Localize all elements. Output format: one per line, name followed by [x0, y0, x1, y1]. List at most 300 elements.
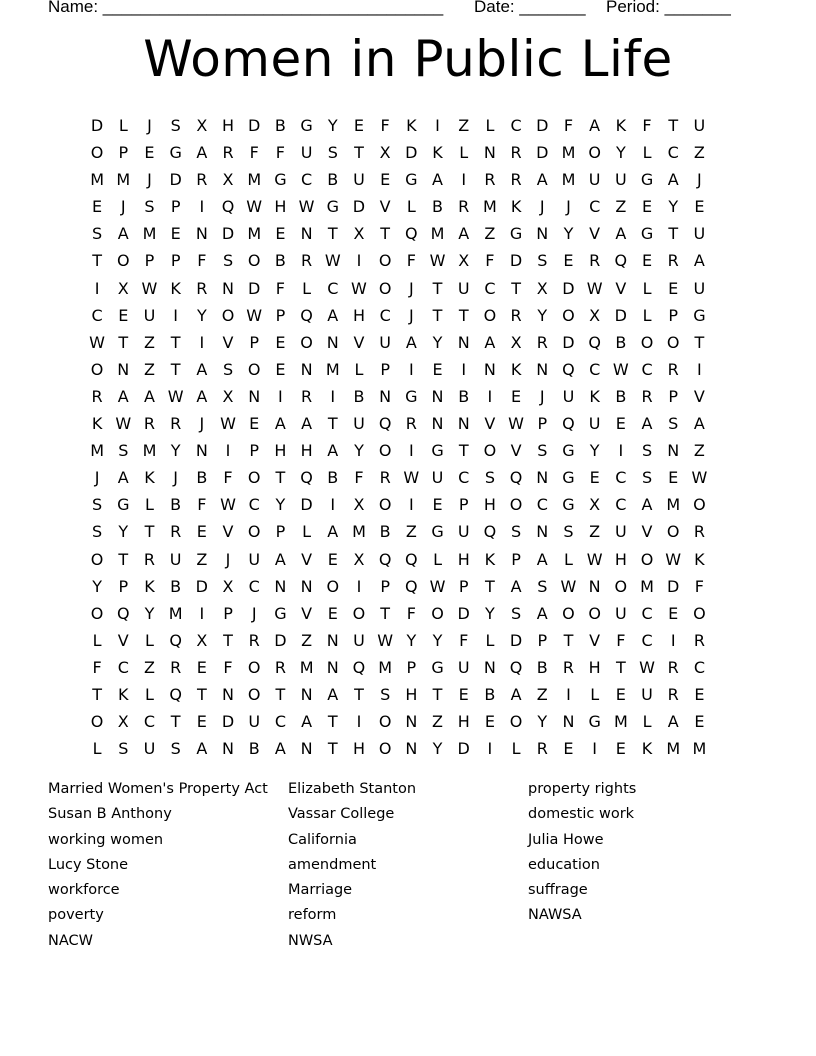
grid-letter: E — [615, 414, 626, 434]
grid-row — [84, 518, 713, 545]
grid-letter: M — [430, 224, 445, 244]
grid-letter: Q — [405, 224, 418, 244]
grid-letter: X — [353, 549, 365, 569]
grid-letter: X — [536, 278, 548, 298]
grid-letter: X — [510, 332, 522, 352]
grid-letter: K — [510, 197, 522, 217]
grid-letter: T — [380, 603, 391, 623]
grid-letter: T — [327, 224, 338, 244]
grid-letter: H — [483, 495, 496, 515]
grid-letter: E — [196, 712, 207, 732]
grid-letter: E — [615, 739, 626, 759]
grid-letter: Q — [483, 522, 497, 542]
grid-letter: T — [432, 305, 443, 325]
grid-letter: Z — [615, 197, 627, 217]
grid-row — [84, 627, 713, 654]
word-bank-item: Julia Howe — [528, 831, 604, 848]
grid-letter: Y — [537, 712, 548, 732]
grid-letter: N — [536, 468, 549, 488]
grid-letter: A — [667, 712, 679, 732]
grid-letter: D — [457, 739, 470, 759]
grid-letter: Z — [301, 630, 313, 650]
grid-letter: E — [275, 359, 286, 379]
grid-letter: D — [562, 278, 575, 298]
grid-letter: M — [142, 224, 157, 244]
grid-letter: E — [196, 657, 207, 677]
grid-letter: Y — [432, 630, 443, 650]
grid-letter: M — [561, 170, 576, 190]
grid-letter: I — [199, 332, 205, 352]
grid-letter: J — [539, 197, 545, 217]
grid-letter: K — [694, 549, 705, 569]
grid-letter: L — [145, 630, 154, 650]
grid-letter: E — [615, 684, 626, 704]
grid-letter: H — [300, 441, 313, 461]
grid-letter: X — [353, 224, 365, 244]
grid-letter: C — [536, 495, 548, 515]
grid-letter: R — [222, 143, 234, 163]
grid-letter: I — [461, 170, 467, 190]
grid-letter: W — [508, 414, 524, 434]
grid-letter: E — [668, 278, 679, 298]
grid-row — [84, 329, 713, 356]
grid-letter: J — [408, 305, 414, 325]
grid-letter: J — [225, 549, 231, 569]
grid-letter: Z — [143, 359, 155, 379]
grid-letter: E — [196, 522, 207, 542]
grid-letter: A — [117, 386, 129, 406]
grid-letter: B — [170, 576, 182, 596]
grid-letter: T — [118, 332, 129, 352]
grid-letter: C — [589, 197, 601, 217]
grid-letter: Z — [405, 522, 417, 542]
grid-letter: K — [170, 278, 181, 298]
grid-letter: S — [222, 251, 234, 271]
grid-letter: C — [641, 359, 653, 379]
grid-letter: V — [589, 630, 601, 650]
period-field-label: Period: _______ — [606, 0, 731, 16]
grid-letter: X — [222, 170, 234, 190]
grid-letter: S — [641, 468, 653, 488]
grid-letter: N — [326, 657, 339, 677]
grid-letter: N — [222, 684, 235, 704]
grid-letter: Q — [300, 468, 313, 488]
grid-letter: T — [694, 332, 705, 352]
grid-letter: T — [223, 630, 233, 650]
page-title: Women in Public Life — [143, 30, 673, 88]
grid-letter: F — [459, 630, 469, 650]
grid-letter: I — [173, 305, 179, 325]
grid-letter: I — [592, 739, 598, 759]
grid-letter: E — [118, 305, 129, 325]
grid-letter: C — [91, 305, 103, 325]
grid-row — [84, 546, 713, 573]
grid-letter: O — [666, 522, 680, 542]
grid-letter: X — [222, 386, 234, 406]
grid-letter: F — [197, 495, 207, 515]
grid-letter: G — [588, 712, 601, 732]
grid-letter: F — [275, 143, 285, 163]
grid-letter: G — [274, 603, 287, 623]
grid-letter: E — [589, 468, 600, 488]
grid-letter: D — [509, 630, 523, 650]
grid-letter: H — [274, 197, 287, 217]
grid-letter: C — [693, 657, 705, 677]
grid-letter: O — [693, 495, 706, 515]
grid-letter: S — [380, 684, 391, 704]
grid-letter: L — [92, 739, 102, 759]
grid-letter: F — [694, 576, 704, 596]
grid-letter: O — [247, 522, 261, 542]
grid-letter: Q — [509, 468, 523, 488]
grid-letter: I — [408, 441, 414, 461]
grid-letter: W — [89, 332, 105, 352]
grid-letter: O — [378, 739, 392, 759]
grid-letter: R — [693, 522, 705, 542]
grid-letter: C — [274, 712, 286, 732]
grid-letter: V — [222, 332, 234, 352]
grid-letter: K — [432, 143, 443, 163]
grid-letter: O — [509, 495, 523, 515]
grid-letter: M — [483, 197, 497, 217]
grid-letter: M — [325, 359, 340, 379]
grid-letter: P — [668, 305, 679, 325]
date-field-label: Date: _______ — [474, 0, 586, 16]
grid-letter: Z — [196, 549, 208, 569]
grid-letter: K — [589, 386, 600, 406]
grid-letter: G — [274, 170, 287, 190]
grid-letter: V — [117, 630, 129, 650]
grid-letter: S — [484, 468, 495, 488]
grid-letter: N — [248, 386, 261, 406]
grid-letter: T — [170, 332, 181, 352]
grid-letter: L — [485, 630, 495, 650]
grid-letter: Q — [562, 359, 575, 379]
grid-letter: N — [300, 224, 313, 244]
grid-letter: P — [118, 143, 129, 163]
grid-letter: N — [405, 739, 418, 759]
word-bank-item: Vassar College — [288, 806, 395, 823]
grid-letter: T — [275, 684, 286, 704]
grid-letter: D — [90, 116, 104, 135]
grid-letter: E — [432, 359, 443, 379]
grid-letter: B — [170, 495, 182, 515]
grid-letter: W — [220, 495, 236, 515]
grid-letter: K — [641, 739, 653, 759]
grid-letter: L — [459, 143, 469, 163]
grid-letter: I — [94, 278, 100, 298]
grid-letter: S — [170, 116, 181, 135]
grid-letter: C — [327, 278, 339, 298]
grid-letter: U — [562, 386, 575, 406]
grid-letter: M — [692, 739, 707, 759]
grid-letter: S — [92, 495, 103, 515]
grid-letter: Q — [509, 657, 523, 677]
grid-letter: I — [461, 359, 467, 379]
grid-letter: E — [694, 197, 705, 217]
grid-letter: B — [353, 386, 365, 406]
grid-letter: A — [641, 495, 653, 515]
grid-letter: G — [405, 386, 418, 406]
grid-letter: F — [642, 116, 652, 135]
grid-letter: Y — [589, 441, 600, 461]
grid-letter: E — [563, 739, 574, 759]
grid-letter: R — [667, 251, 679, 271]
grid-letter: Y — [563, 224, 574, 244]
grid-letter: N — [536, 224, 549, 244]
grid-letter: O — [247, 359, 261, 379]
grid-letter: F — [406, 251, 416, 271]
grid-letter: F — [354, 468, 364, 488]
grid-letter: I — [356, 712, 362, 732]
grid-letter: J — [147, 170, 152, 190]
grid-letter: D — [221, 712, 235, 732]
grid-letter: A — [143, 386, 155, 406]
grid-row — [84, 302, 713, 329]
grid-letter: F — [275, 278, 285, 298]
grid-letter: L — [642, 305, 652, 325]
grid-letter: O — [90, 549, 104, 569]
grid-letter: V — [222, 522, 234, 542]
grid-letter: X — [196, 116, 208, 135]
grid-letter: B — [248, 739, 260, 759]
grid-row — [84, 491, 713, 518]
grid-letter: R — [91, 386, 103, 406]
grid-letter: D — [221, 224, 235, 244]
grid-letter: O — [247, 251, 261, 271]
grid-letter: P — [223, 603, 233, 623]
grid-letter: W — [115, 414, 132, 434]
grid-letter: O — [666, 332, 680, 352]
grid-letter: U — [379, 332, 392, 352]
grid-letter: M — [666, 495, 681, 515]
grid-letter: B — [458, 386, 470, 406]
grid-letter: D — [274, 630, 287, 650]
grid-letter: A — [327, 522, 339, 542]
grid-letter: N — [457, 414, 470, 434]
grid-letter: B — [274, 251, 286, 271]
word-bank-item: suffrage — [528, 882, 588, 899]
grid-letter: T — [92, 684, 102, 704]
grid-letter: W — [298, 197, 315, 217]
grid-letter: A — [510, 684, 522, 704]
grid-letter: W — [167, 386, 184, 406]
grid-letter: A — [117, 224, 129, 244]
grid-row — [84, 356, 713, 383]
grid-letter: P — [118, 576, 129, 596]
grid-letter: O — [378, 712, 392, 732]
grid-letter: Y — [615, 143, 626, 163]
grid-letter: T — [668, 224, 679, 244]
grid-letter: A — [536, 170, 548, 190]
grid-letter: A — [405, 332, 417, 352]
grid-row — [84, 681, 713, 708]
grid-letter: N — [405, 712, 418, 732]
grid-letter: B — [327, 170, 339, 190]
grid-letter: C — [641, 603, 653, 623]
grid-letter: Y — [275, 495, 286, 515]
grid-letter: N — [562, 712, 575, 732]
grid-letter: G — [431, 441, 444, 461]
grid-letter: W — [377, 630, 394, 650]
grid-letter: Y — [432, 739, 443, 759]
grid-letter: Q — [221, 197, 235, 217]
grid-letter: O — [378, 441, 392, 461]
grid-letter: F — [223, 657, 233, 677]
grid-letter: R — [405, 414, 417, 434]
grid-letter: O — [90, 359, 104, 379]
grid-letter: O — [483, 441, 497, 461]
grid-letter: T — [432, 278, 443, 298]
grid-letter: K — [118, 684, 129, 704]
grid-letter: R — [458, 197, 470, 217]
grid-letter: O — [352, 603, 366, 623]
grid-letter: A — [301, 712, 313, 732]
grid-letter: I — [199, 603, 205, 623]
grid-letter: A — [589, 116, 601, 135]
grid-letter: G — [117, 495, 130, 515]
grid-letter: E — [353, 116, 365, 135]
grid-letter: S — [563, 522, 574, 542]
grid-letter: M — [299, 657, 314, 677]
grid-letter: C — [615, 495, 627, 515]
grid-letter: H — [588, 657, 601, 677]
grid-letter: R — [693, 630, 705, 650]
grid-letter: G — [431, 522, 444, 542]
grid-letter: D — [169, 170, 182, 190]
grid-letter: U — [353, 170, 365, 190]
grid-letter: U — [588, 414, 601, 434]
grid-letter: O — [640, 332, 654, 352]
grid-letter: K — [91, 414, 103, 434]
grid-letter: Q — [588, 332, 601, 352]
grid-letter: E — [511, 386, 522, 406]
grid-letter: Q — [378, 549, 392, 569]
grid-letter: N — [431, 414, 444, 434]
grid-letter: G — [562, 441, 575, 461]
grid-letter: W — [141, 278, 158, 298]
grid-letter: N — [457, 332, 470, 352]
grid-letter: N — [588, 576, 601, 596]
grid-letter: L — [92, 630, 102, 650]
grid-letter: M — [247, 170, 262, 190]
grid-letter: T — [118, 549, 129, 569]
grid-letter: A — [274, 549, 286, 569]
grid-letter: S — [668, 414, 679, 434]
grid-letter: W — [351, 278, 367, 298]
word-bank-column-2 — [288, 778, 518, 955]
grid-letter: T — [485, 576, 495, 596]
grid-letter: M — [116, 170, 131, 190]
grid-letter: Y — [485, 603, 495, 623]
grid-letter: R — [170, 522, 182, 542]
grid-letter: A — [693, 414, 705, 434]
grid-letter: R — [379, 468, 391, 488]
grid-letter: D — [614, 305, 627, 325]
grid-letter: T — [458, 441, 469, 461]
grid-letter: R — [510, 143, 522, 163]
grid-letter: O — [247, 657, 261, 677]
grid-letter: F — [616, 630, 626, 650]
grid-letter: O — [588, 143, 601, 163]
grid-letter: J — [94, 468, 100, 488]
grid-letter: L — [118, 116, 128, 135]
grid-letter: P — [458, 576, 469, 596]
grid-letter: P — [537, 630, 548, 650]
grid-letter: F — [485, 251, 495, 271]
grid-letter: O — [90, 603, 104, 623]
word-bank-item: education — [528, 856, 600, 873]
grid-letter: O — [640, 549, 654, 569]
grid-letter: G — [326, 197, 339, 217]
grid-letter: T — [92, 251, 102, 271]
word-bank-item: working women — [48, 831, 164, 848]
grid-letter: K — [510, 359, 522, 379]
grid-letter: N — [326, 630, 339, 650]
grid-letter: R — [143, 549, 156, 569]
grid-letter: W — [560, 576, 577, 596]
grid-letter: Y — [406, 630, 417, 650]
grid-letter: U — [457, 522, 470, 542]
grid-letter: B — [432, 197, 444, 217]
grid-letter: C — [641, 630, 653, 650]
grid-letter: A — [274, 414, 286, 434]
grid-letter: A — [117, 468, 129, 488]
grid-letter: C — [510, 116, 522, 135]
grid-letter: R — [196, 278, 208, 298]
word-bank-item: domestic work — [528, 806, 635, 823]
grid-letter: U — [614, 522, 627, 542]
grid-letter: U — [143, 305, 156, 325]
grid-letter: N — [483, 359, 496, 379]
grid-letter: M — [142, 441, 157, 461]
grid-letter: N — [326, 332, 339, 352]
grid-letter: O — [90, 712, 104, 732]
grid-letter: I — [330, 386, 336, 406]
grid-letter: O — [562, 305, 575, 325]
grid-letter: U — [169, 549, 182, 569]
grid-letter: F — [92, 657, 102, 677]
grid-letter: E — [144, 143, 155, 163]
grid-row — [84, 464, 713, 491]
grid-letter: U — [588, 170, 601, 190]
grid-row — [84, 275, 713, 302]
grid-letter: K — [615, 116, 627, 135]
word-bank-column-3 — [528, 778, 758, 930]
grid-letter: Q — [405, 549, 418, 569]
grid-letter: G — [431, 657, 444, 677]
grid-letter: A — [327, 684, 339, 704]
grid-letter: R — [510, 305, 522, 325]
grid-row — [84, 383, 713, 410]
grid-row — [84, 573, 713, 600]
grid-letter: X — [379, 143, 391, 163]
grid-letter: T — [196, 684, 207, 704]
word-bank-item: amendment — [288, 856, 377, 873]
grid-letter: N — [431, 386, 444, 406]
grid-letter: O — [378, 278, 392, 298]
grid-letter: V — [693, 386, 705, 406]
grid-letter: E — [275, 332, 286, 352]
grid-letter: X — [117, 712, 129, 732]
grid-letter: O — [431, 603, 444, 623]
grid-letter: X — [589, 305, 601, 325]
grid-letter: O — [509, 712, 523, 732]
grid-letter: O — [378, 495, 392, 515]
name-field-label: Name: ____________________________________ — [48, 0, 444, 16]
grid-letter: S — [170, 739, 181, 759]
grid-row — [84, 112, 713, 139]
